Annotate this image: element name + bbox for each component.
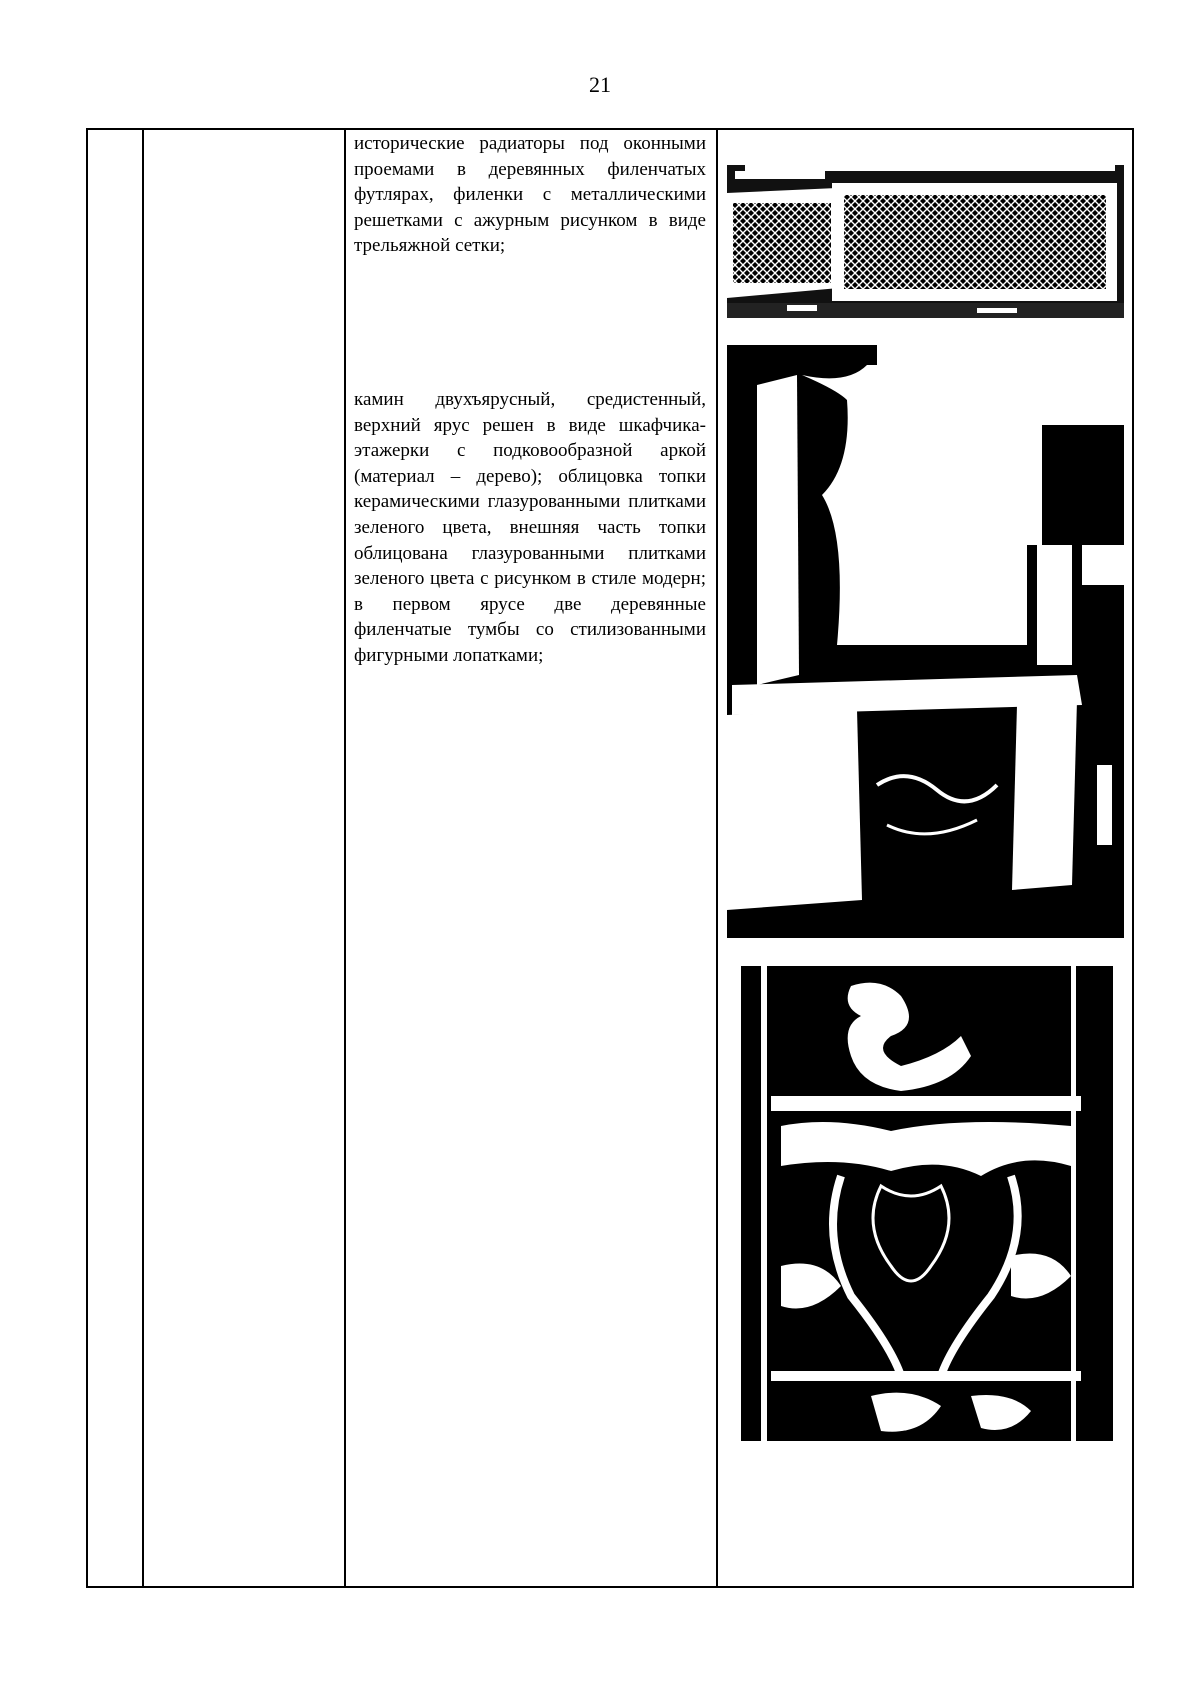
fireplace-photo bbox=[727, 345, 1124, 938]
column-divider bbox=[142, 130, 144, 1586]
page-number: 21 bbox=[589, 72, 611, 97]
column-divider bbox=[716, 130, 718, 1586]
radiator-description: исторические радиаторы под оконными проемами в деревянных филенчатых футлярах, филенки с металлическими решетками с ажурным рисунком в виде трельяжной сетки; bbox=[354, 133, 706, 257]
radiator-photo bbox=[727, 153, 1124, 318]
fireplace-description: камин двухъярусный, средистенный, верхний ярус решен в виде шкафчика-этажерки с подковообразной аркой (материал – дерево); облицовка топки керамическими глазурованными плитками зеленого цвета, внешняя часть топки облицована глазурованными плитками зеленого цвета с рисунком в стиле модерн; в первом ярусе две деревянные филенчатые тумбы со стилизованными фигурными лопатками; bbox=[354, 389, 706, 666]
tile-pattern-photo bbox=[741, 966, 1113, 1441]
column-divider bbox=[344, 130, 346, 1586]
